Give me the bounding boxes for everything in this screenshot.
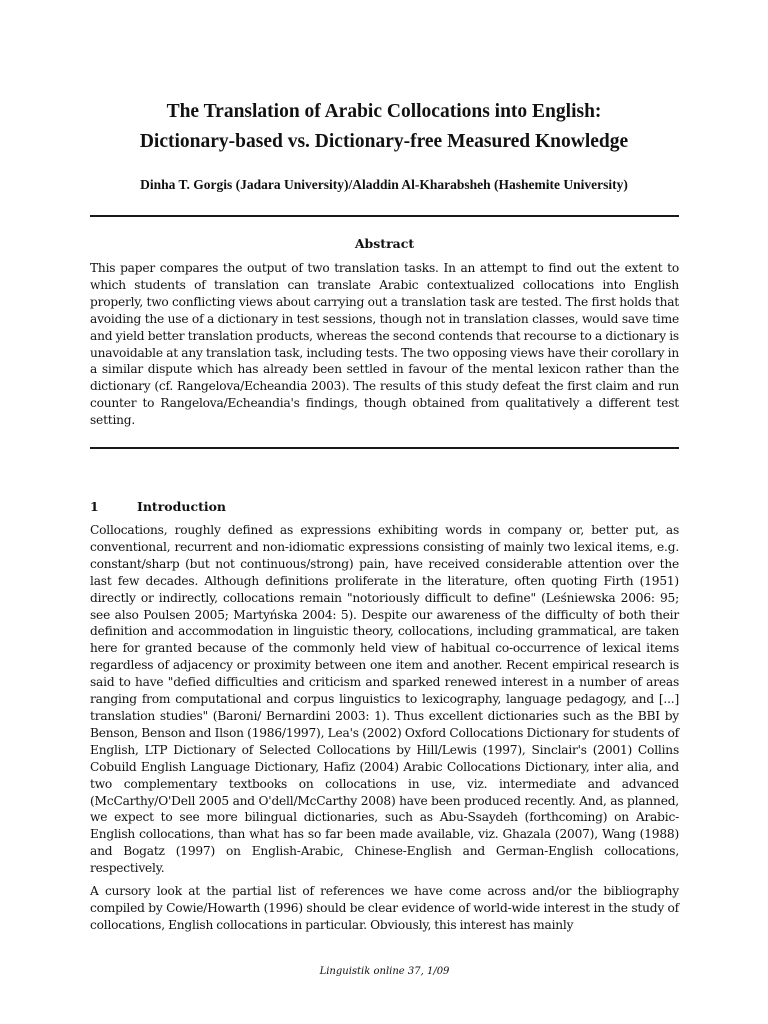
section-number: 1 — [90, 499, 99, 514]
page-footer: Linguistik online 37, 1/09 — [319, 966, 450, 977]
body-paragraph: A cursory look at the partial list of references we have come across and/or the bibliography compiled by Cowie/Howarth (1996) should be clear evidence of world-wide interest in the study of collocations, English collocations in particular. Obviously, this interest has mainly — [90, 884, 679, 932]
section-title: Introduction — [137, 499, 227, 514]
abstract-bottom-rule — [90, 447, 679, 449]
body-paragraph: Collocations, roughly defined as expressions exhibiting words in company or, better put, as conventional, recurrent and non-idiomatic expressions consisting of mainly two lexical items, e.g. constant/sharp (but not continuous/strong) pain, have received considerable attention over the last few decades. Although definitions proliferate in the literature, often quoting Firth (1951) directly or indirectly, collocations remain "notoriously difficult to define" (Leśniewska 2006: 95; see also Poulsen 2005; Martyńska 2004: 5). Despite our awareness of the difficulty of both their definition and accommodation in linguistic theory, collocations, including grammatical, are taken here for granted because of the commonly held view of habitual co-occurrence of lexical items regardless of adjacency or proximity between one item and another. Recent empirical research is said to have "defied difficulties and criticism and sparked renewed interest in a number of areas ranging from computational and corpus linguistics to lexicography, language pedagogy, and [...] translation studies" (Baroni/ Bernardini 2003: 1). Thus excellent dictionaries such as the BBI by Benson, Benson and Ilson (1986/1997), Lea's (2002) Oxford Collocations Dictionary for students of English, LTP Dictionary of Selected Collocations by Hill/Lewis (1997), Sinclair's (2001) Collins Cobuild English Language Dictionary, Hafiz (2004) Arabic Collocations Dictionary, inter alia, and two complementary textbooks on collocations in use, viz. intermediate and advanced (McCarthy/O'Dell 2005 and O'dell/McCarthy 2008) have been produced recently. And, as planned, we expect to see more bilingual dictionaries, such as Abu-Ssaydeh (forthcoming) on Arabic-English collocations, than what has so far been made available, viz. Ghazala (2007), Wang (1988) and Bogatz (1997) on English-Arabic, Chinese-English and German-English collocations, respectively. — [90, 523, 679, 876]
section-body — [90, 522, 679, 940]
title-line-2: Dictionary-based vs. Dictionary-free Measured Knowledge — [139, 131, 629, 152]
abstract-heading: Abstract — [354, 236, 415, 251]
paper-authors: Dinha T. Gorgis (Jadara University)/Aladdin Al-Kharabsheh (Hashemite University) — [140, 177, 628, 192]
paper-title — [60, 97, 708, 157]
abstract-top-rule — [90, 215, 679, 217]
title-line-1: The Translation of Arabic Collocations into English: — [166, 101, 602, 122]
section-heading — [90, 498, 679, 515]
abstract-text: This paper compares the output of two translation tasks. In an attempt to find out the extent to which students of translation can translate Arabic contextualized collocations into English properly, two conflicting views about carrying out a translation task are tested. The first holds that avoiding the use of a dictionary in test sessions, though not in translation classes, would save time and yield better translation products, whereas the second contends that recourse to a dictionary is unavoidable at any translation task, including tests. The two opposing views have their corollary in a similar dispute which has already been settled in favour of the mental lexicon rather than the dictionary (cf. Rangelova/Echeandia 2003). The results of this study defeat the first claim and run counter to Rangelova/Echeandia's findings, though obtained from qualitatively a different test setting. — [90, 261, 679, 428]
